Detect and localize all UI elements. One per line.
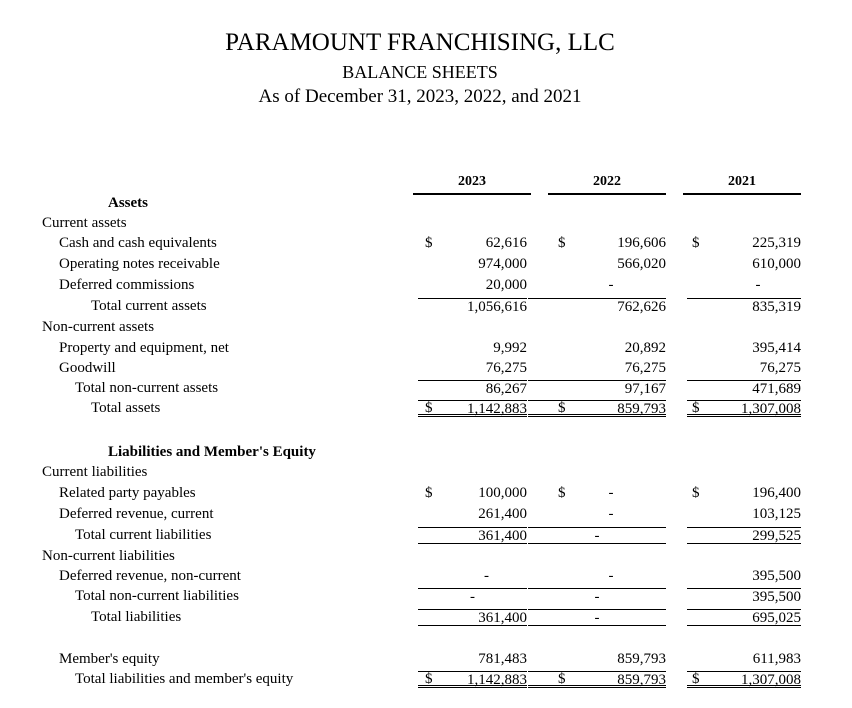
value-cell-2021: 395,500 <box>687 588 801 605</box>
value-cell-2023: 62,616 <box>485 235 527 251</box>
dollar-sign: $ <box>425 485 433 501</box>
row-label: Total assets <box>91 400 161 416</box>
row-label: Current assets <box>42 215 127 231</box>
dollar-sign: $ <box>425 400 433 416</box>
value-cell-2023: 261,400 <box>478 506 527 522</box>
value-cell-2023: 86,267 <box>418 380 527 397</box>
row-label: Deferred revenue, non-current <box>59 568 241 584</box>
value-cell-2023: 781,483 <box>478 651 527 667</box>
value-cell-2021: 299,525 <box>687 527 801 544</box>
column-header-2022: 2022 <box>548 173 666 195</box>
value-cell-2021: 610,000 <box>752 256 801 272</box>
value-cell-2021: 471,689 <box>687 380 801 397</box>
row-label: Member's equity <box>59 651 160 667</box>
row-label: Property and equipment, net <box>59 340 229 356</box>
row-label: Goodwill <box>59 360 116 376</box>
value-cell-2021: 196,400 <box>752 485 801 501</box>
row-label: Deferred revenue, current <box>59 506 214 522</box>
value-cell-2021: 395,414 <box>752 340 801 356</box>
row-label: Operating notes receivable <box>59 256 220 272</box>
dollar-sign: $ <box>558 235 566 251</box>
table-row <box>0 607 852 627</box>
section-heading-row <box>0 317 852 337</box>
section-heading-row <box>0 546 852 566</box>
value-cell-2022: 859,793 <box>617 651 666 667</box>
dollar-sign: $ <box>692 400 700 416</box>
value-cell-2023: 1,142,883 <box>418 400 527 417</box>
value-cell-2021: 395,500 <box>752 568 801 584</box>
table-row <box>0 649 852 669</box>
value-cell-2022: - <box>608 277 614 293</box>
value-cell-2022: 76,275 <box>624 360 666 376</box>
column-header-2021: 2021 <box>683 173 801 195</box>
row-label: Deferred commissions <box>59 277 195 293</box>
dollar-sign: $ <box>558 671 566 687</box>
value-cell-2021: - <box>755 277 761 293</box>
value-cell-2022: 97,167 <box>528 380 666 397</box>
dollar-sign: $ <box>558 400 566 416</box>
row-label: Current liabilities <box>42 464 148 480</box>
value-cell-2022: 20,892 <box>624 340 666 356</box>
row-label: Total current assets <box>91 298 207 314</box>
value-cell-2021: 103,125 <box>752 506 801 522</box>
value-cell-2023: 361,400 <box>418 609 527 626</box>
dollar-sign: $ <box>558 485 566 501</box>
table-row <box>0 483 852 503</box>
row-label: Total current liabilities <box>75 527 212 543</box>
value-cell-2023: - <box>418 588 527 605</box>
row-label: Liabilities and Member's Equity <box>108 444 316 460</box>
dollar-sign: $ <box>692 235 700 251</box>
row-label: Related party payables <box>59 485 196 501</box>
value-cell-2023: 1,056,616 <box>418 298 527 315</box>
section-heading-row <box>0 442 852 462</box>
value-cell-2022: - <box>608 506 614 522</box>
table-row <box>0 525 852 545</box>
row-label: Non-current liabilities <box>42 548 175 564</box>
value-cell-2023: 1,142,883 <box>418 671 527 688</box>
value-cell-2023: 76,275 <box>485 360 527 376</box>
value-cell-2022: - <box>528 527 666 544</box>
value-cell-2022: 859,793 <box>528 400 666 417</box>
value-cell-2023: 361,400 <box>418 527 527 544</box>
table-row <box>0 233 852 253</box>
section-heading-row <box>0 462 852 482</box>
value-cell-2021: 76,275 <box>759 360 801 376</box>
value-cell-2023: - <box>484 568 489 584</box>
row-label: Cash and cash equivalents <box>59 235 217 251</box>
table-row <box>0 358 852 378</box>
value-cell-2022: 196,606 <box>617 235 666 251</box>
row-label: Total non-current liabilities <box>75 588 239 604</box>
value-cell-2023: 9,992 <box>493 340 527 356</box>
table-row <box>0 504 852 524</box>
value-cell-2022: - <box>608 568 614 584</box>
value-cell-2021: 835,319 <box>687 298 801 315</box>
table-row <box>0 398 852 418</box>
table-row <box>0 378 852 398</box>
value-cell-2021: 225,319 <box>752 235 801 251</box>
row-label: Assets <box>108 195 148 211</box>
value-cell-2021: 611,983 <box>752 651 801 667</box>
dollar-sign: $ <box>692 671 700 687</box>
value-cell-2023: 974,000 <box>478 256 527 272</box>
section-heading-row <box>0 193 852 213</box>
dollar-sign: $ <box>425 671 433 687</box>
company-name: PARAMOUNT FRANCHISING, LLC <box>225 29 615 56</box>
row-label: Total liabilities and member's equity <box>75 671 294 687</box>
value-cell-2022: 859,793 <box>528 671 666 688</box>
dollar-sign: $ <box>692 485 700 501</box>
row-label: Non-current assets <box>42 319 155 335</box>
table-row <box>0 586 852 606</box>
table-row <box>0 254 852 274</box>
value-cell-2022: - <box>608 485 614 501</box>
column-header-2023: 2023 <box>413 173 531 195</box>
value-cell-2023: 20,000 <box>485 277 527 293</box>
table-row <box>0 669 852 689</box>
value-cell-2021: 1,307,008 <box>687 400 801 417</box>
section-heading-row <box>0 213 852 233</box>
table-row <box>0 338 852 358</box>
value-cell-2023: 100,000 <box>478 485 527 501</box>
value-cell-2022: - <box>528 609 666 626</box>
value-cell-2022: 762,626 <box>528 298 666 315</box>
value-cell-2022: 566,020 <box>617 256 666 272</box>
row-label: Total non-current assets <box>75 380 219 396</box>
value-cell-2021: 695,025 <box>687 609 801 626</box>
table-row <box>0 275 852 295</box>
statement-title: BALANCE SHEETS <box>342 62 498 82</box>
table-row <box>0 296 852 316</box>
row-label: Total liabilities <box>91 609 182 625</box>
table-row <box>0 566 852 586</box>
statement-date: As of December 31, 2023, 2022, and 2021 <box>258 86 582 107</box>
dollar-sign: $ <box>425 235 433 251</box>
value-cell-2022: - <box>528 588 666 605</box>
value-cell-2021: 1,307,008 <box>687 671 801 688</box>
